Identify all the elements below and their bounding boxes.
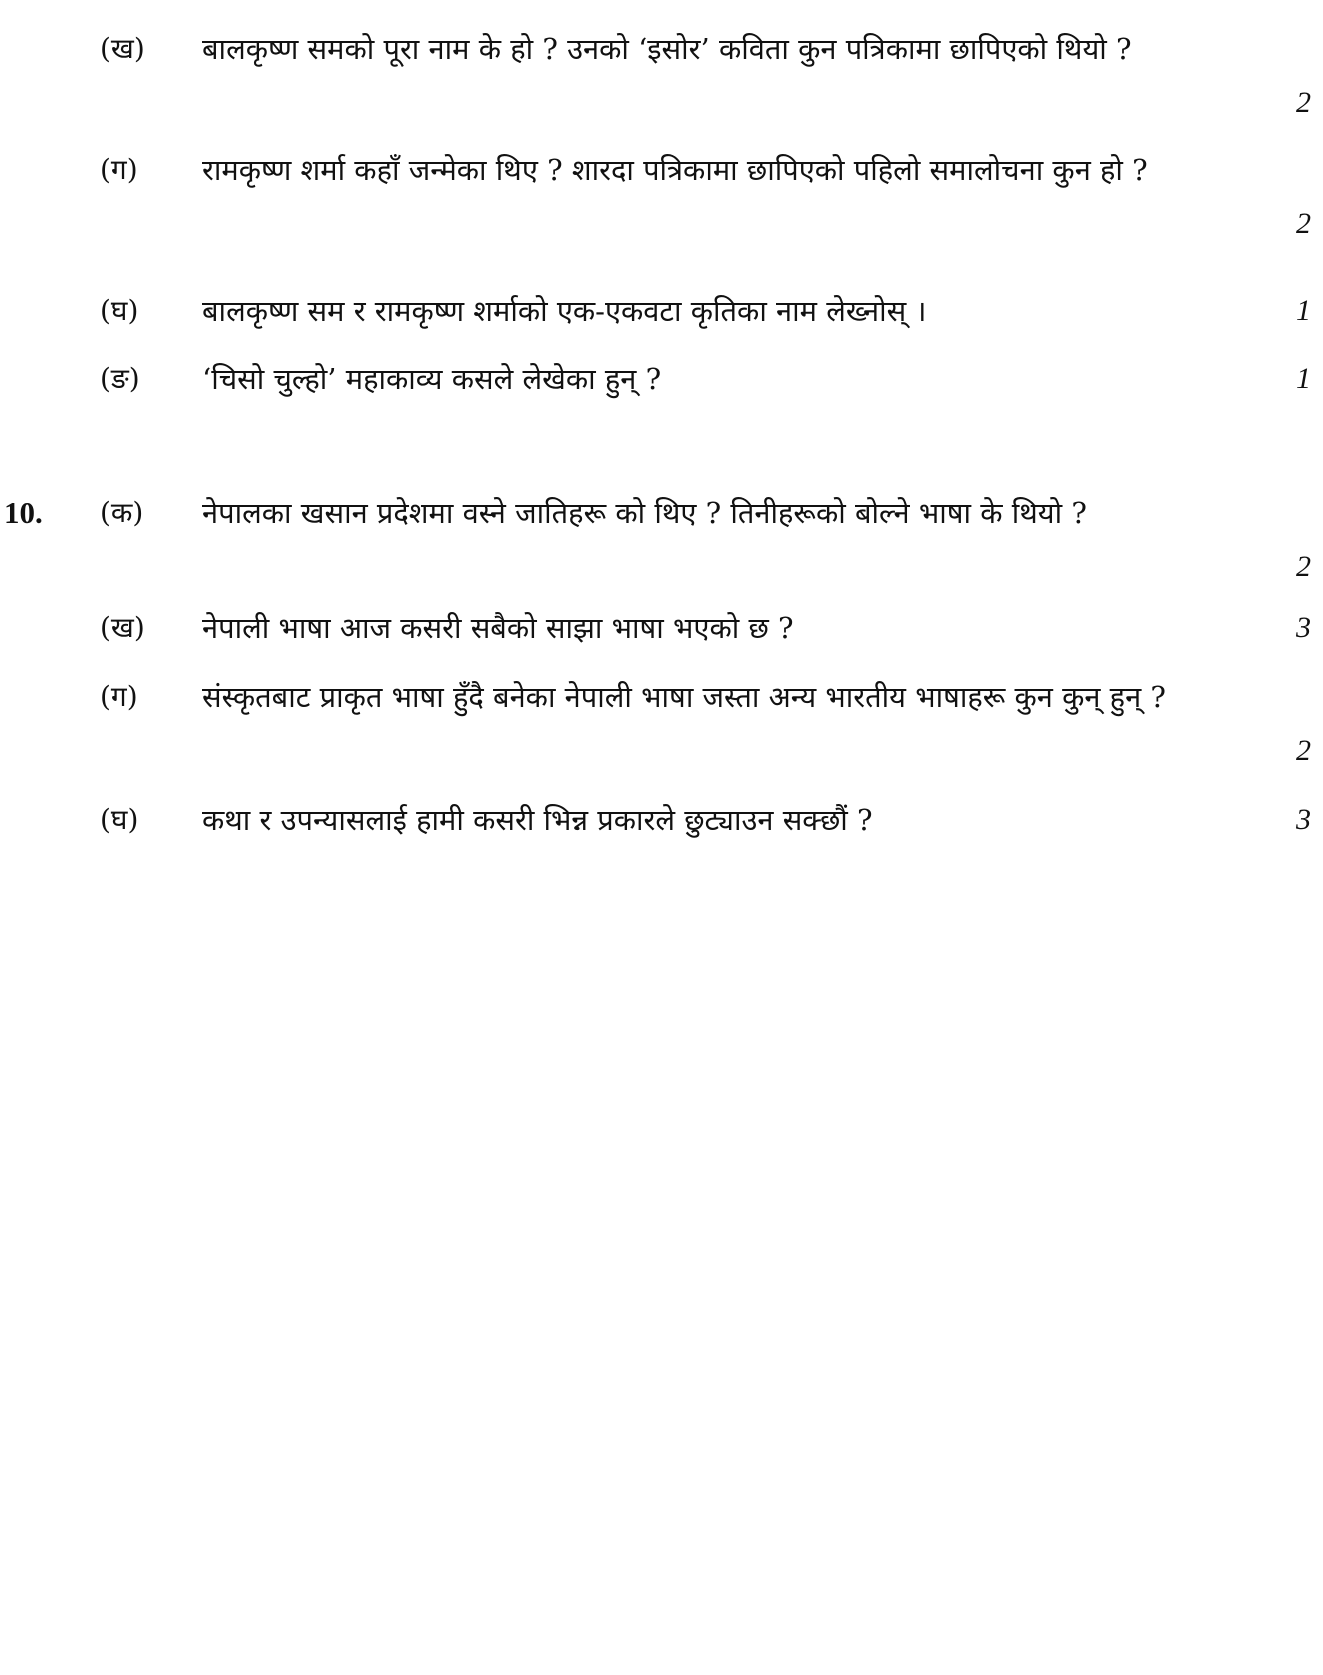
item-marks: 3 <box>1296 611 1311 644</box>
item-label: (ग) <box>100 680 138 713</box>
item-marks: 1 <box>1296 294 1311 327</box>
question-item <box>0 601 1323 655</box>
item-marks: 2 <box>1296 207 1311 240</box>
item-marks: 1 <box>1296 362 1311 395</box>
item-text: नेपालका खसान प्रदेशमा वस्ने जातिहरू को थिए ? तिनीहरूको बोल्ने भाषा के थियो ? <box>202 496 1087 530</box>
item-label: (घ) <box>100 294 139 327</box>
item-marks: 2 <box>1296 86 1311 119</box>
question-item <box>0 670 1323 778</box>
question-number: 10. <box>4 495 43 530</box>
question-item <box>0 486 1323 594</box>
item-label: (ख) <box>100 611 145 644</box>
item-text: बालकृष्ण सम र रामकृष्ण शर्माको एक-एकवटा कृतिका नाम लेख्नोस् । <box>202 294 927 328</box>
item-marks: 2 <box>1296 550 1311 583</box>
question-item <box>0 793 1323 847</box>
item-text: रामकृष्ण शर्मा कहाँ जन्मेका थिए ? शारदा पत्रिकामा छापिएको पहिलो समालोचना कुन हो ? <box>202 153 1148 187</box>
item-text: ‘चिसो चुल्हो’ महाकाव्य कसले लेखेका हुन् ? <box>202 362 662 396</box>
item-label: (ख) <box>100 32 145 65</box>
question-item <box>0 22 1323 130</box>
item-marks: 2 <box>1296 734 1311 767</box>
item-text: संस्कृतबाट प्राकृत भाषा हुँदै बनेका नेपाली भाषा जस्ता अन्य भारतीय भाषाहरू कुन कुन् हुन् ? <box>202 680 1166 714</box>
question-item <box>0 143 1323 251</box>
item-label: (ग) <box>100 153 138 186</box>
item-text: नेपाली भाषा आज कसरी सबैको साझा भाषा भएको छ ? <box>202 611 794 645</box>
item-text: बालकृष्ण समको पूरा नाम के हो ? उनको ‘इसोर’ कविता कुन पत्रिकामा छापिएको थियो ? <box>202 32 1132 66</box>
item-label: (क) <box>100 496 144 529</box>
item-label: (घ) <box>100 803 139 836</box>
question-item <box>0 284 1323 338</box>
item-text: कथा र उपन्यासलाई हामी कसरी भिन्न प्रकारले छुट्याउन सक्छौं ? <box>202 803 873 837</box>
item-label: (ङ) <box>100 362 140 395</box>
item-marks: 3 <box>1296 803 1311 836</box>
question-item <box>0 352 1323 406</box>
